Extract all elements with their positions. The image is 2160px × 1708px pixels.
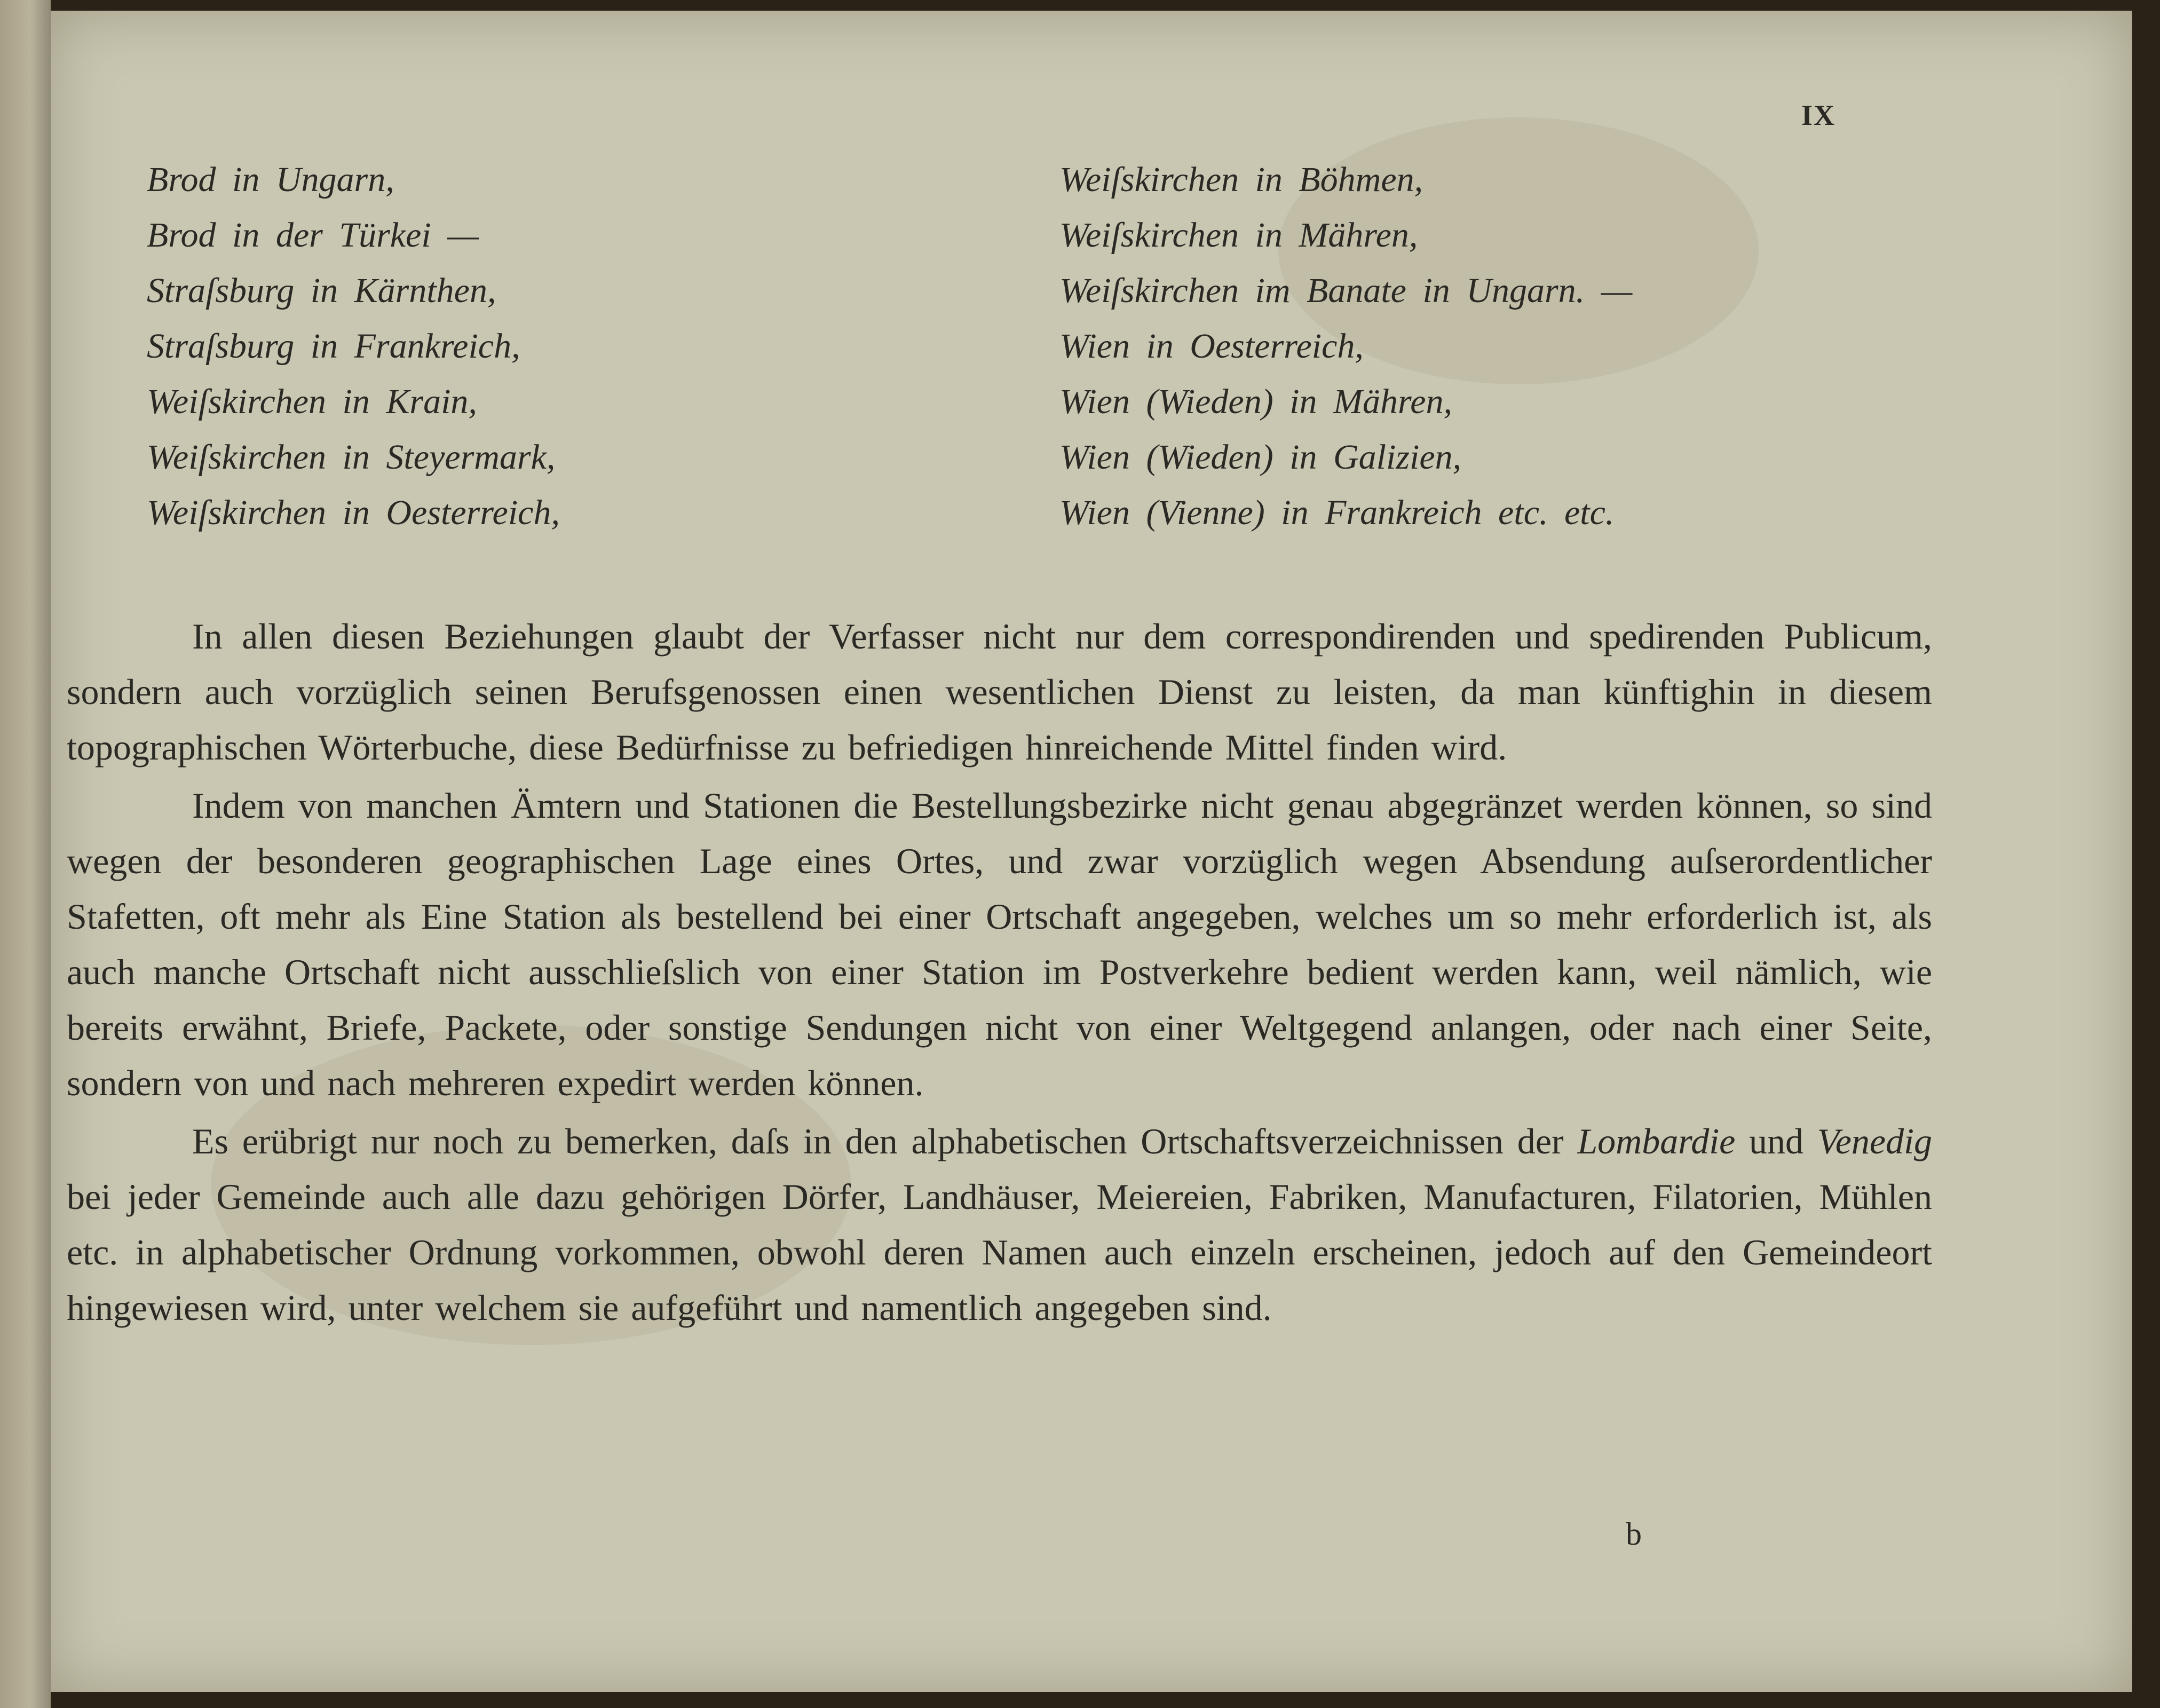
list-item: Straſsburg in Frankreich, <box>147 327 520 366</box>
paragraph: Indem von manchen Ämtern und Stationen die Bestellungsbezirke nicht genau abgegränzet werden können, so sind wegen der besonderen geographischen Lage eines Ortes, und zwar vorzüglich wegen Absendung auſserordentlicher Stafetten, oft mehr als Eine Station als bestellend bei einer Ortschaft angegeben, welches um so mehr erforderlich ist, als auch manche Ortschaft nicht ausschlieſslich von einer Station im Postverkehre bedient werden kann, weil nämlich, wie bereits erwähnt, Briefe, Packete, oder sonstige Sendungen nicht von einer Weltgegend anlangen, oder nach einer Seite, sondern von und nach mehreren expedirt werden können. <box>67 785 1932 1103</box>
italic-place-name: Venedig <box>1817 1121 1933 1161</box>
page-number: IX <box>1801 99 1836 131</box>
paragraph-text: und <box>1749 1121 1804 1161</box>
book-gutter <box>0 0 51 1708</box>
list-item: Wien (Wieden) in Galizien, <box>1059 438 1462 477</box>
italic-place-name: Lombardie <box>1577 1121 1736 1161</box>
list-item: Weiſskirchen in Krain, <box>147 382 477 421</box>
list-item: Wien in Oesterreich, <box>1059 327 1364 366</box>
paragraph: In allen diesen Beziehungen glaubt der Verfasser nicht nur dem correspondirenden und spedirenden Publicum, sondern auch vorzüglich seinen Berufsgenossen einen wesentlichen Dienst zu leisten, da man künftighin in diesem topographischen Wörterbuche, diese Bedürfnisse zu befriedigen hinreichende Mittel finden wird. <box>67 616 1932 768</box>
list-item: Weiſskirchen in Böhmen, <box>1059 160 1423 199</box>
list-item: Brod in Ungarn, <box>147 160 394 199</box>
list-item: Weiſskirchen in Oesterreich, <box>147 493 560 532</box>
paragraph <box>67 1113 1932 1335</box>
list-item: Brod in der Türkei — <box>147 216 479 255</box>
list-item: Wien (Vienne) in Frankreich etc. etc. <box>1059 493 1615 532</box>
place-list-left <box>147 152 1001 541</box>
list-item: Weiſskirchen im Banate in Ungarn. — <box>1059 271 1633 310</box>
list-item: Straſsburg in Kärnthen, <box>147 271 496 310</box>
paragraph-text: Es erübrigt nur noch zu bemerken, daſs in den alphabetischen Ortschaftsverzeichnissen der <box>192 1121 1564 1161</box>
paragraph-text: bei jeder Gemeinde auch alle dazu gehörigen Dörfer, Landhäuser, Meiereien, Fabriken, Manufacturen, Filatorien, Mühlen etc. in alphabetischer Ordnung vorkommen, obwohl deren Namen auch einzeln erscheinen, jedoch auf den Gemeindeort hingewiesen wird, unter welchem sie aufgeführt und namentlich angegeben sind. <box>67 1176 1932 1328</box>
signature-mark: b <box>1626 1516 1642 1552</box>
list-item: Weiſskirchen in Steyermark, <box>147 438 556 477</box>
list-item: Wien (Wieden) in Mähren, <box>1059 382 1453 421</box>
body-text <box>67 608 1932 1338</box>
place-list-right <box>1059 152 1940 541</box>
list-item: Weiſskirchen in Mähren, <box>1059 216 1418 255</box>
